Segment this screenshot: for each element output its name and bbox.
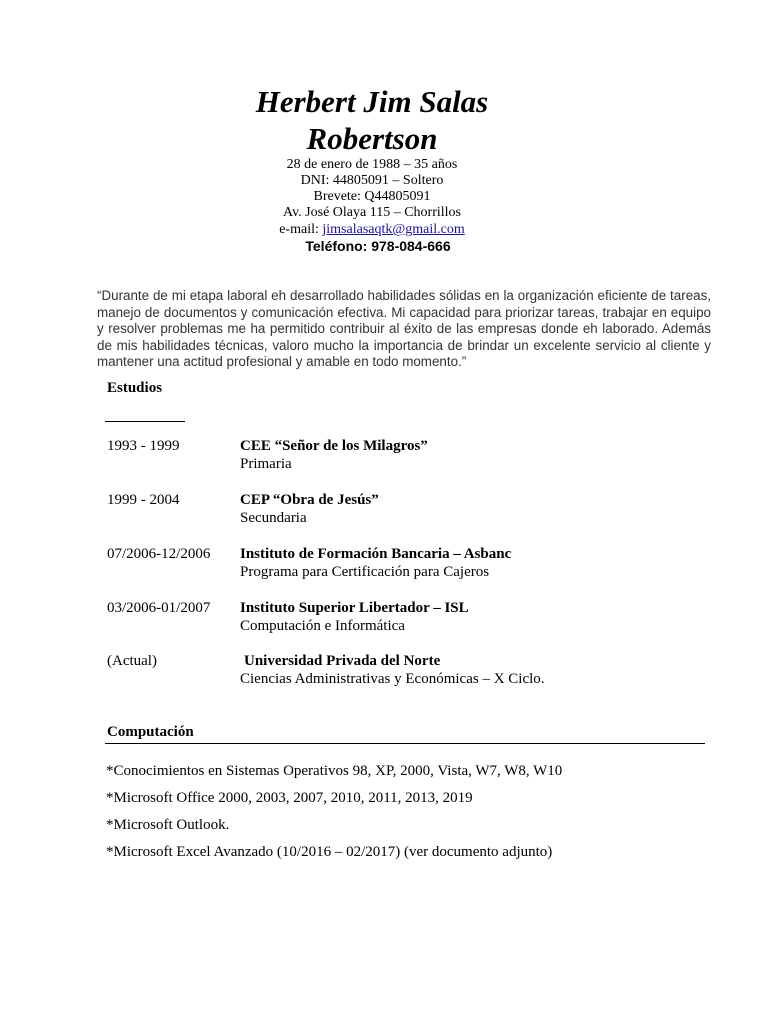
study-entry [0, 437, 768, 477]
skill-item: *Microsoft Office 2000, 2003, 2007, 2010, 2011, 2013, 2019 [106, 790, 473, 806]
skill-item: *Conocimientos en Sistemas Operativos 98, XP, 2000, Vista, W7, W8, W10 [106, 763, 563, 779]
computing-title: Computación [107, 724, 194, 740]
computing-divider [105, 743, 705, 744]
study-detail: Programa para Certificación para Cajeros [240, 564, 490, 580]
study-entry [0, 491, 768, 531]
study-entry [0, 652, 768, 692]
phone-info: Teléfono: 978-084-666 [305, 238, 451, 254]
email-link[interactable]: jimsalasaqtk@gmail.com [322, 222, 465, 237]
study-institution: Instituto de Formación Bancaria – Asbanc [240, 546, 512, 562]
study-entry [0, 545, 768, 585]
study-institution: CEP “Obra de Jesús” [240, 492, 379, 508]
study-dates: (Actual) [107, 653, 157, 669]
study-detail: Ciencias Administrativas y Económicas – X Ciclo. [240, 671, 545, 687]
study-entry [0, 599, 768, 639]
email-info [0, 222, 744, 238]
birth-info: 28 de enero de 1988 – 35 años [286, 157, 458, 172]
study-detail: Computación e Informática [240, 618, 405, 634]
dni-info: DNI: 44805091 – Soltero [300, 173, 444, 188]
name-line-2: Robertson [306, 121, 438, 156]
study-detail: Primaria [240, 456, 292, 472]
study-detail: Secundaria [240, 510, 307, 526]
study-dates: 1999 - 2004 [107, 492, 180, 508]
skill-item: *Microsoft Excel Avanzado (10/2016 – 02/2017) (ver documento adjunto) [106, 844, 553, 860]
study-institution: Instituto Superior Libertador – ISL [240, 600, 469, 616]
profile-summary: “Durante de mi etapa laboral eh desarrollado habilidades sólidas en la organización eficiente de tareas, manejo de documentos y comunicación efectiva. Mi capacidad para priorizar tareas, trabajar en equipo y resolver problemas me ha permitido contribuir al éxito de las empresas donde eh laborado. Además de mis habilidades técnicas, valoro mucho la importancia de brindar un excelente servicio al cliente y mantener una actitud profesional y amable en todo momento.” [97, 288, 711, 370]
study-dates: 1993 - 1999 [107, 438, 180, 454]
study-institution: Universidad Privada del Norte [244, 653, 441, 669]
study-institution: CEE “Señor de los Milagros” [240, 438, 428, 454]
address-info: Av. José Olaya 115 – Chorrillos [283, 205, 461, 220]
studies-divider [105, 421, 185, 422]
study-dates: 07/2006-12/2006 [107, 546, 211, 562]
study-dates: 03/2006-01/2007 [107, 600, 211, 616]
studies-title: Estudios [107, 380, 163, 396]
email-label: e-mail: [279, 222, 323, 237]
name-line-1: Herbert Jim Salas [255, 84, 489, 119]
skill-item: *Microsoft Outlook. [106, 817, 230, 833]
brevete-info: Brevete: Q44805091 [313, 189, 431, 204]
